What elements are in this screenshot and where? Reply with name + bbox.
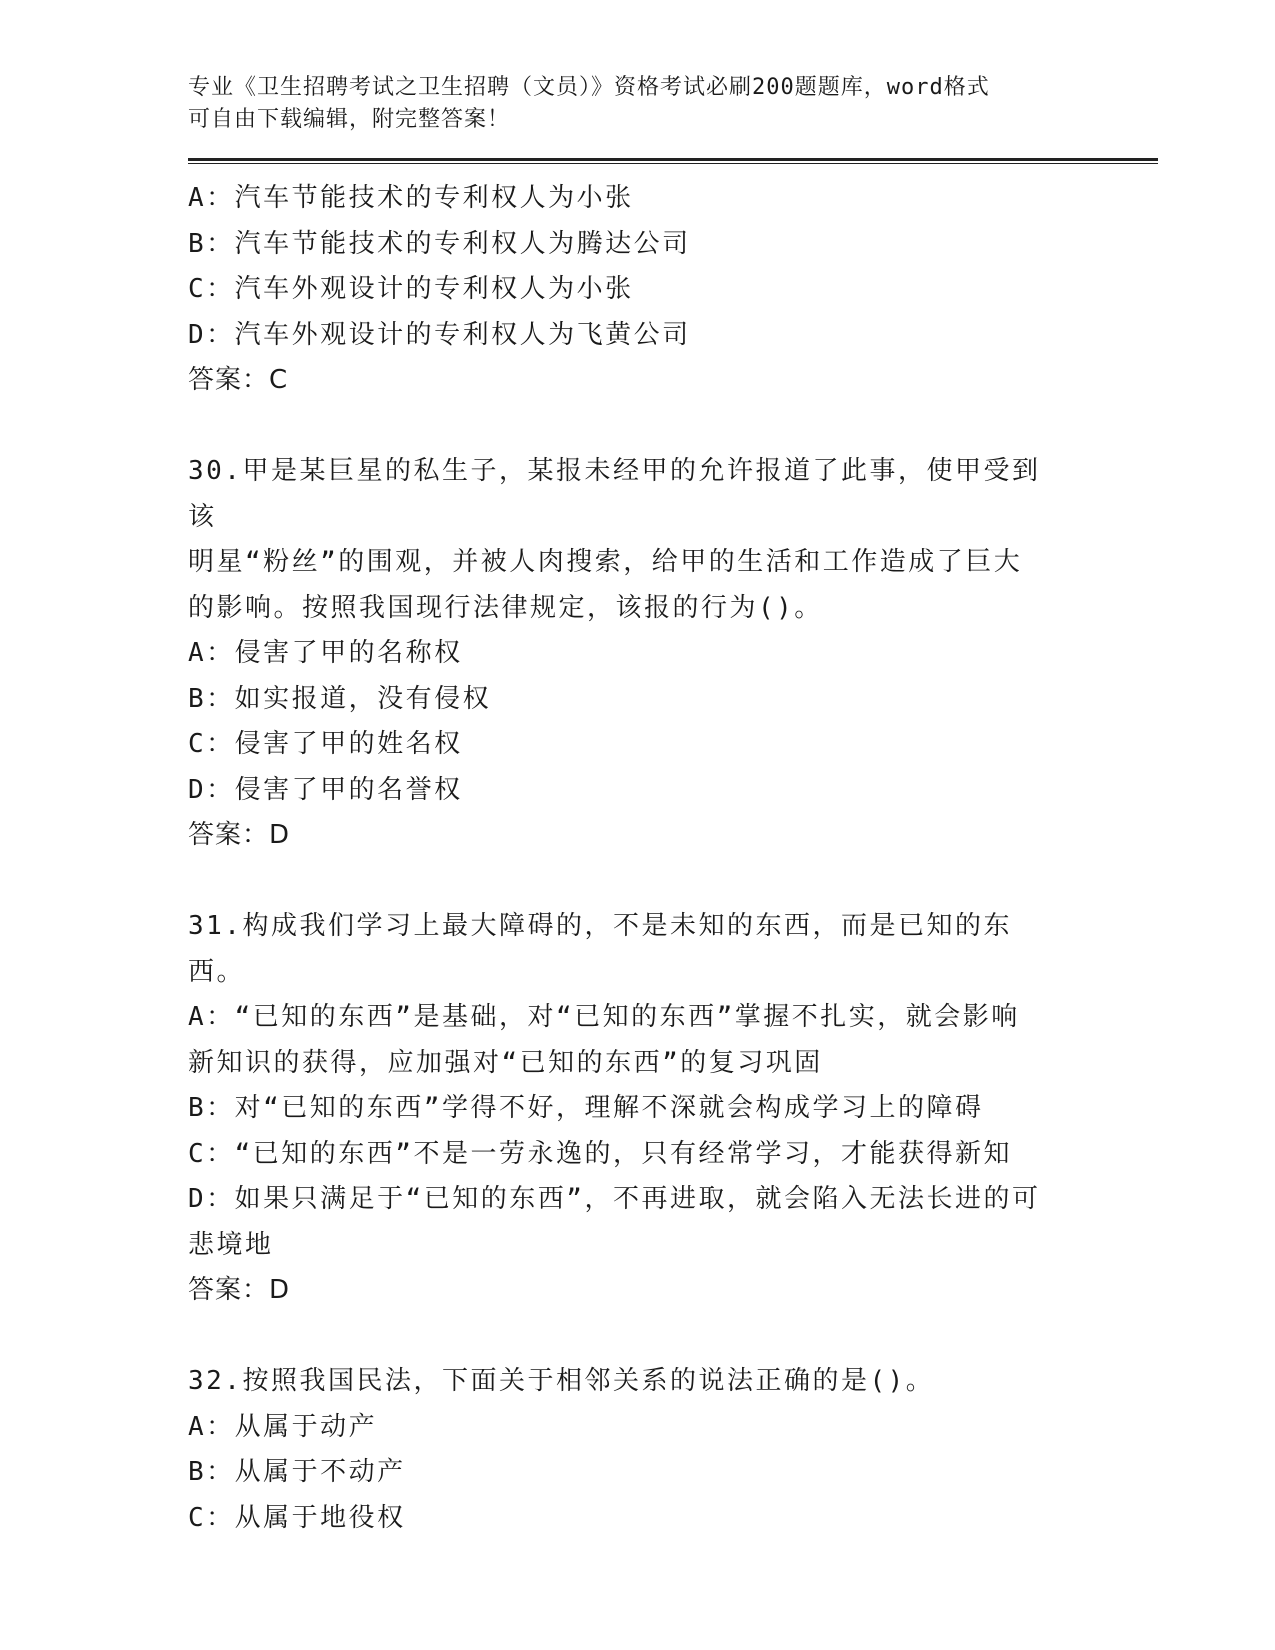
question-32 [188,1359,1068,1541]
question-30 [188,449,1068,859]
answer-text: 答案：D [188,820,291,850]
option-d: D：如果只满足于“已知的东西”，不再进取，就会陷入无法长进的可 [188,1184,1041,1214]
option-b: B：从属于不动产 [188,1457,406,1487]
option-b: B：汽车节能技术的专利权人为腾达公司 [188,228,691,259]
option-d: D：汽车外观设计的专利权人为飞黄公司 [188,319,691,350]
option-c: C：“已知的东西”不是一劳永逸的，只有经常学习，才能获得新知 [188,1138,1012,1169]
option-a-continued: 新知识的获得，应加强对“已知的东西”的复习巩固 [188,1047,823,1078]
option-a: A：“已知的东西”是基础，对“已知的东西”掌握不扎实，就会影响 [188,1002,1020,1032]
header-divider [188,158,1158,164]
question-stem: 的影响。按照我国现行法律规定，该报的行为()。 [188,592,823,623]
question-list [188,176,1068,1541]
option-c: C：侵害了甲的姓名权 [188,729,463,759]
answer-text: 答案：D [188,1275,291,1305]
question-31 [188,904,1068,1314]
question-stem: 31.构成我们学习上最大障碍的，不是未知的东西，而是已知的东西。 [188,911,1012,987]
document-header-line-2: 可自由下载编辑，附完整答案！ [188,107,511,132]
option-a: A：从属于动产 [188,1411,378,1442]
document-header-line-1: 专业《卫生招聘考试之卫生招聘（文员）》资格考试必刷200题题库，word格式 [188,75,990,100]
option-b: B：对“已知的东西”学得不好，理解不深就会构成学习上的障碍 [188,1093,984,1123]
document-page [188,72,1158,1541]
answer-text: 答案：C [188,365,289,395]
option-d-continued: 悲境地 [188,1229,274,1260]
option-d: D：侵害了甲的名誉权 [188,774,463,805]
option-a: A：汽车节能技术的专利权人为小张 [188,183,634,213]
question-stem: 32.按照我国民法，下面关于相邻关系的说法正确的是()。 [188,1366,935,1396]
option-c: C：从属于地役权 [188,1502,406,1533]
option-b: B：如实报道，没有侵权 [188,683,492,714]
question-29-tail [188,176,1068,404]
option-c: C：汽车外观设计的专利权人为小张 [188,274,634,304]
question-stem: 明星“粉丝”的围观，并被人肉搜索，给甲的生活和工作造成了巨大 [188,547,1023,577]
question-stem: 30.甲是某巨星的私生子，某报未经甲的允许报道了此事，使甲受到该 [188,456,1041,532]
option-a: A：侵害了甲的名称权 [188,638,463,668]
